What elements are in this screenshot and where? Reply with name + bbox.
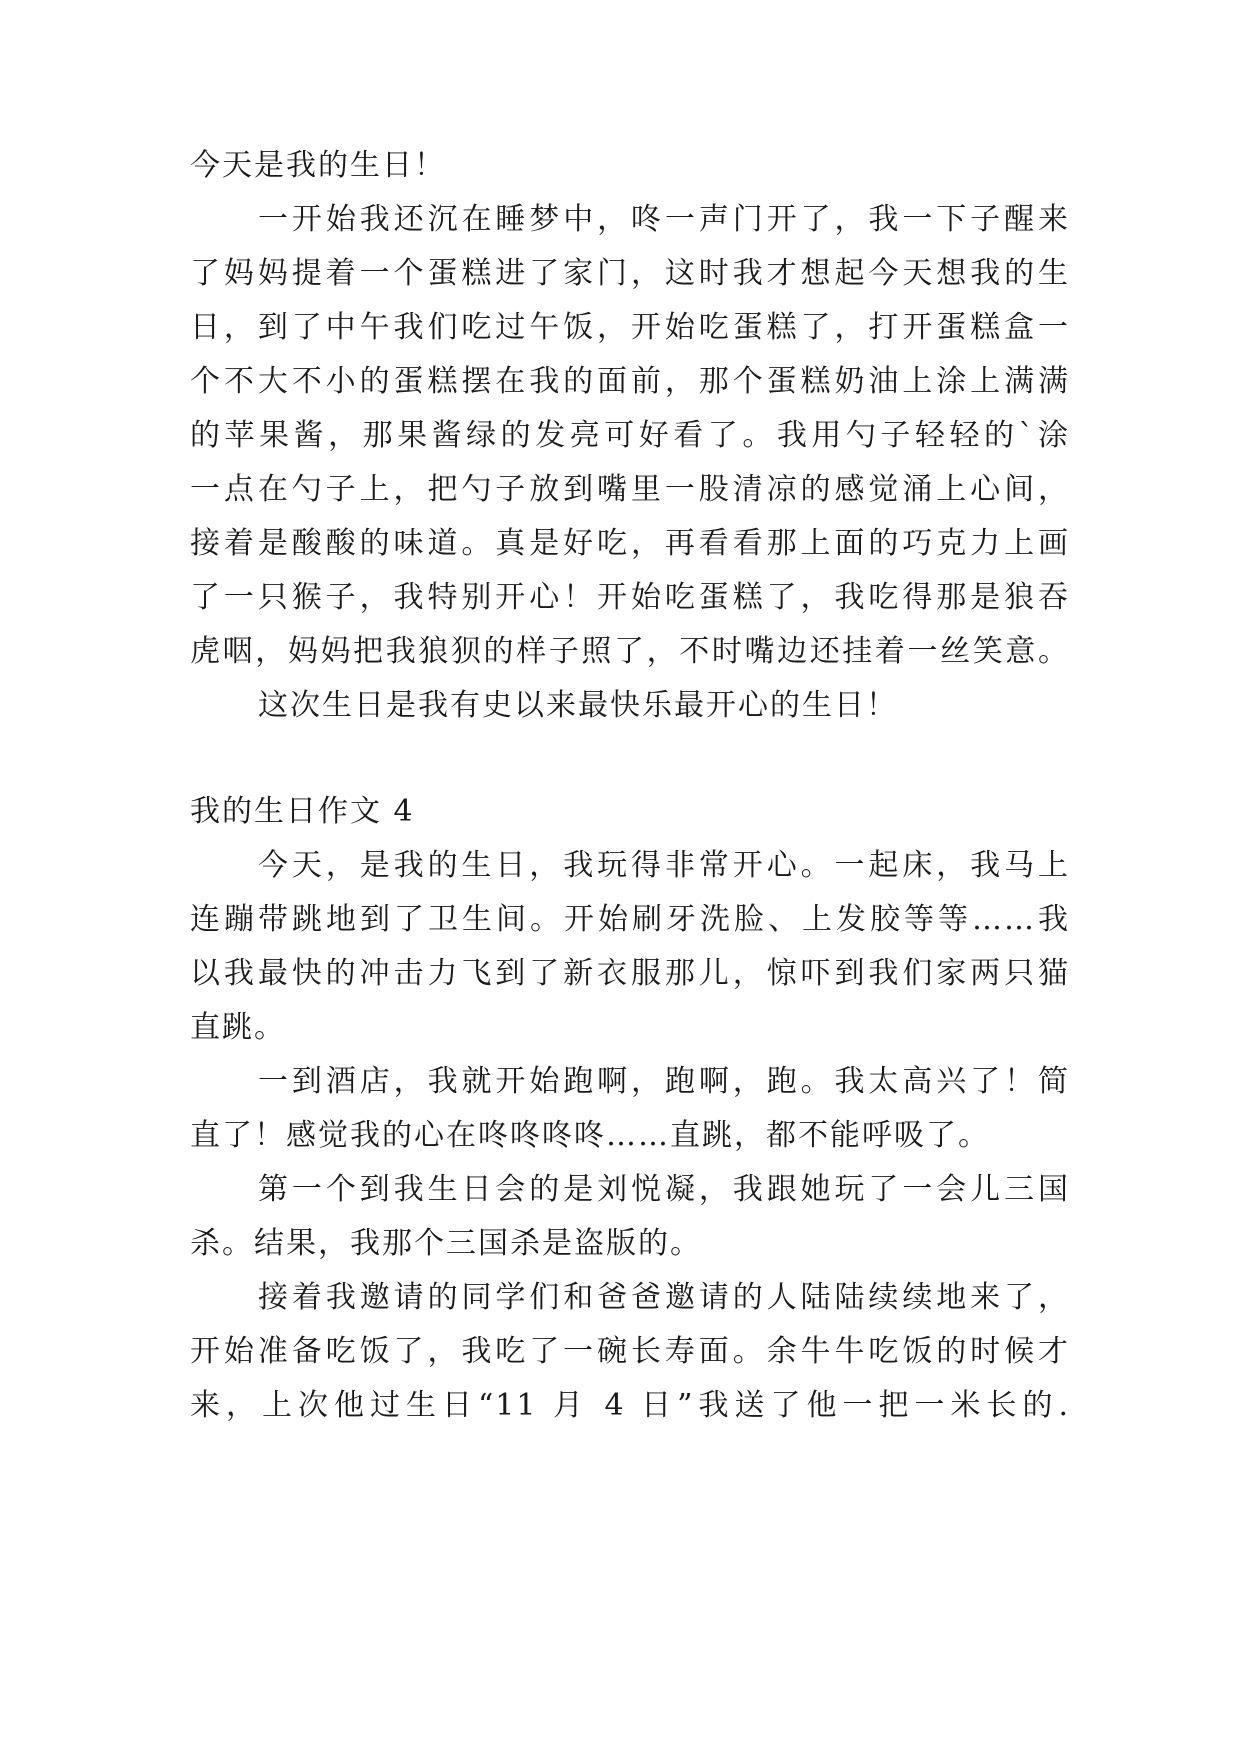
paragraph-line: 了一只猴子，我特别开心！开始吃蛋糕了，我吃得那是狼吞	[190, 580, 1070, 615]
paragraph-line: 一到酒店，我就开始跑啊，跑啊，跑。我太高兴了！简	[258, 1064, 1070, 1099]
paragraph-line: 杀。结果，我那个三国杀是盗版的。	[190, 1226, 702, 1261]
section-title: 我的生日作文 4	[190, 794, 415, 829]
paragraph-line: 个不大不小的蛋糕摆在我的面前，那个蛋糕奶油上涂上满满	[190, 364, 1070, 399]
paragraph-line: 一点在勺子上，把勺子放到嘴里一股清凉的感觉涌上心间，	[190, 472, 1070, 507]
paragraph-line: 了妈妈提着一个蛋糕进了家门，这时我才想起今天想我的生	[190, 256, 1070, 291]
paragraph-line: 连蹦带跳地到了卫生间。开始刷牙洗脸、上发胶等等……我	[190, 902, 1070, 937]
paragraph-opening-line: 今天是我的生日！	[190, 148, 446, 183]
paragraph-line: 的苹果酱，那果酱绿的发亮可好看了。我用勺子轻轻的`涂	[190, 418, 1070, 453]
paragraph-line: 今天，是我的生日，我玩得非常开心。一起床，我马上	[258, 848, 1070, 883]
paragraph-line: 来，上次他过生日“11 月 4 日”我送了他一把一米长的.	[190, 1388, 1070, 1423]
paragraph-line: 以我最快的冲击力飞到了新衣服那儿，惊吓到我们家两只猫	[190, 956, 1070, 991]
paragraph-line: 接着我邀请的同学们和爸爸邀请的人陆陆续续地来了，	[258, 1280, 1070, 1315]
paragraph-line: 这次生日是我有史以来最快乐最开心的生日！	[258, 688, 898, 723]
paragraph-line: 日，到了中午我们吃过午饭，开始吃蛋糕了，打开蛋糕盒一	[190, 310, 1070, 345]
paragraph-line: 开始准备吃饭了，我吃了一碗长寿面。余牛牛吃饭的时候才	[190, 1334, 1070, 1369]
paragraph-line: 一开始我还沉在睡梦中，咚一声门开了，我一下子醒来	[258, 202, 1070, 237]
paragraph-line: 接着是酸酸的味道。真是好吃，再看看那上面的巧克力上画	[190, 526, 1070, 561]
paragraph-line: 直跳。	[190, 1010, 286, 1045]
paragraph-line: 第一个到我生日会的是刘悦凝，我跟她玩了一会儿三国	[258, 1172, 1070, 1207]
paragraph-line: 虎咽，妈妈把我狼狈的样子照了，不时嘴边还挂着一丝笑意。	[190, 634, 1070, 669]
paragraph-line: 直了！感觉我的心在咚咚咚咚……直跳，都不能呼吸了。	[190, 1118, 990, 1153]
